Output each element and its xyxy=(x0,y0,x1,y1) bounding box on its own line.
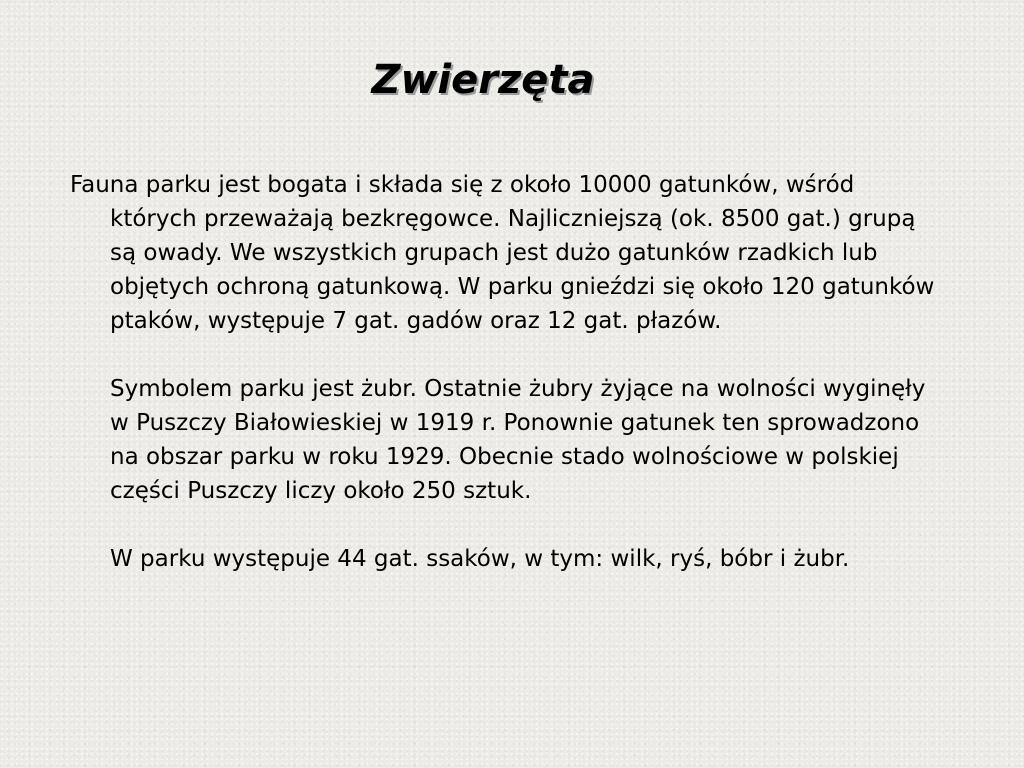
paragraph-zubr: Symbolem parku jest żubr. Ostatnie żubry żyjące na wolności wyginęły w Puszczy Białowieskiej w 1919 r. Ponownie gatunek ten sprowadzono na obszar parku w roku 1929. Obecnie stado wolnościowe w polskiej części Puszczy liczy około 250 sztuk. xyxy=(110,376,926,504)
slide-title: Zwierzęta xyxy=(371,57,595,103)
slide-body xyxy=(70,168,940,610)
paragraph-fauna: Fauna parku jest bogata i składa się z około 10000 gatunków, wśród których przeważają bezkręgowce. Najliczniejszą (ok. 8500 gat.) grupą są owady. We wszystkich grupach jest dużo gatunków rzadkich lub objętych ochroną gatunkową. W parku gnieździ się około 120 gatunków ptaków, występuje 7 gat. gadów oraz 12 gat. płazów. xyxy=(70,172,935,334)
paragraph-ssaki: W parku występuje 44 gat. ssaków, w tym: wilk, ryś, bóbr i żubr. xyxy=(110,546,850,572)
